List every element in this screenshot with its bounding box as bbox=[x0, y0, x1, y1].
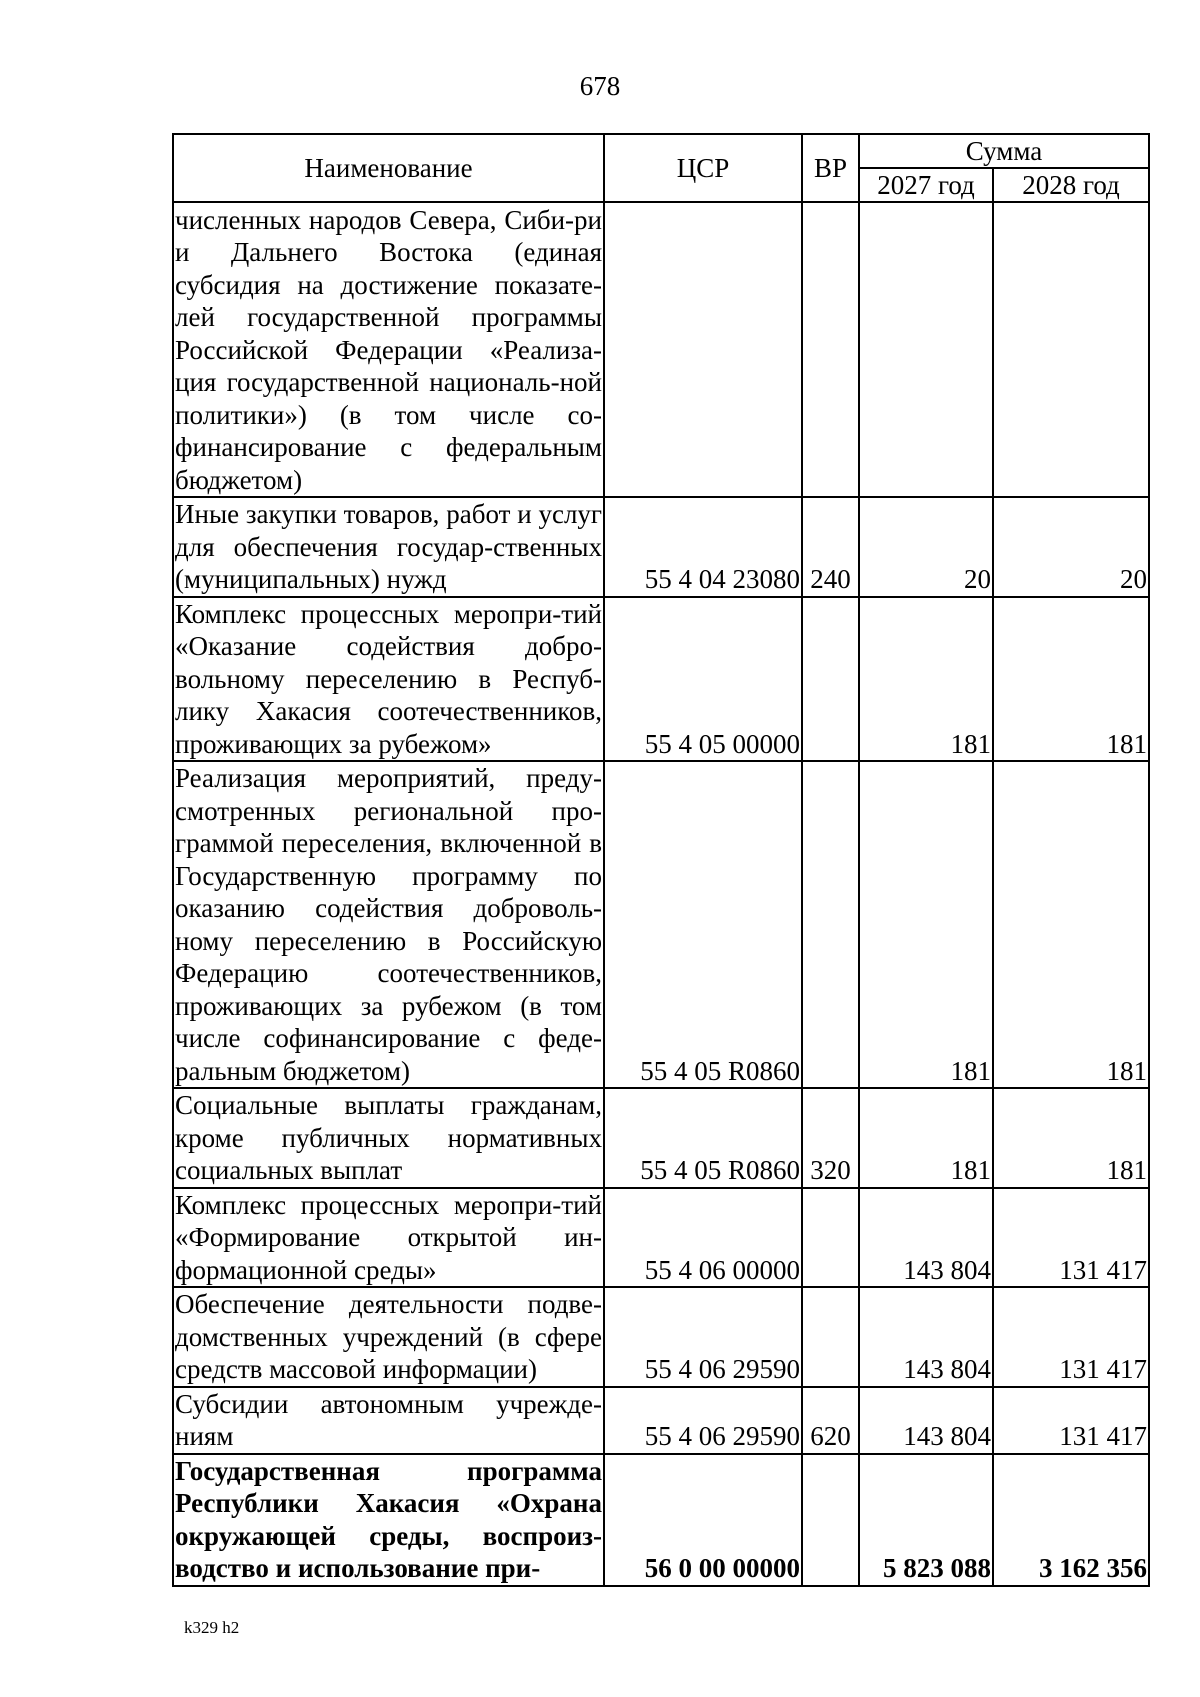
row-vr-cell bbox=[802, 1287, 859, 1387]
row-name-cell: Комплекс процессных меропри-тий «Оказание содействия добро-вольному переселению в Респуб-лику Хакасия соотечественников, проживающих за рубежом» bbox=[173, 597, 604, 762]
row-csr-cell: 55 4 06 29590 bbox=[604, 1287, 802, 1387]
table-body bbox=[173, 202, 1149, 1586]
row-csr-cell: 55 4 04 23080 bbox=[604, 497, 802, 597]
header-vr: ВР bbox=[802, 134, 859, 202]
header-sum: Сумма bbox=[859, 134, 1149, 168]
row-name-cell: Государственная программа Республики Хакасия «Охрана окружающей среды, воспроиз-водство и использование при- bbox=[173, 1454, 604, 1586]
row-csr-cell: 55 4 05 R0860 bbox=[604, 761, 802, 1088]
row-name-cell: Реализация мероприятий, преду-смотренных региональной про-граммой переселения, включенной в Государственную программу по оказанию содействия доброволь-ному переселению в Российскую Федерацию соотечественников, проживающих за рубежом (в том числе софинансирование с феде-ральным бюджетом) bbox=[173, 761, 604, 1088]
row-csr-cell bbox=[604, 202, 802, 497]
row-vr-cell bbox=[802, 1454, 859, 1586]
page-number: 678 bbox=[579, 71, 621, 101]
row-vr-cell: 620 bbox=[802, 1387, 859, 1454]
table-row bbox=[173, 1188, 1149, 1288]
row-csr-cell: 55 4 06 00000 bbox=[604, 1188, 802, 1288]
row-sum-2028-cell: 3 162 356 bbox=[993, 1454, 1149, 1586]
table-header bbox=[173, 134, 1149, 202]
row-sum-2027-cell: 143 804 bbox=[859, 1387, 993, 1454]
budget-table bbox=[172, 133, 1150, 1587]
row-vr-cell bbox=[802, 1188, 859, 1288]
document-code: k329 h2 bbox=[184, 1618, 240, 1637]
table-row bbox=[173, 497, 1149, 597]
row-vr-cell bbox=[802, 202, 859, 497]
table-row bbox=[173, 1387, 1149, 1454]
row-sum-2028-cell: 181 bbox=[993, 761, 1149, 1088]
header-year-2027: 2027 год bbox=[859, 168, 993, 202]
table-row bbox=[173, 761, 1149, 1088]
table-row bbox=[173, 202, 1149, 497]
row-name-cell: Иные закупки товаров, работ и услуг для обеспечения государ-ственных (муниципальных) нужд bbox=[173, 497, 604, 597]
row-name-cell: Обеспечение деятельности подве-домственных учреждений (в сфере средств массовой информации) bbox=[173, 1287, 604, 1387]
row-sum-2028-cell: 181 bbox=[993, 1088, 1149, 1188]
row-sum-2028-cell: 20 bbox=[993, 497, 1149, 597]
row-sum-2027-cell: 143 804 bbox=[859, 1287, 993, 1387]
row-sum-2028-cell: 131 417 bbox=[993, 1387, 1149, 1454]
table-row bbox=[173, 1088, 1149, 1188]
row-name-cell: Субсидии автономным учрежде-ниям bbox=[173, 1387, 604, 1454]
table-row bbox=[173, 1287, 1149, 1387]
table-row bbox=[173, 597, 1149, 762]
row-sum-2027-cell: 181 bbox=[859, 597, 993, 762]
row-sum-2027-cell: 143 804 bbox=[859, 1188, 993, 1288]
row-csr-cell: 55 4 05 R0860 bbox=[604, 1088, 802, 1188]
row-name-cell: Комплекс процессных меропри-тий «Формирование открытой ин-формационной среды» bbox=[173, 1188, 604, 1288]
row-sum-2027-cell: 181 bbox=[859, 1088, 993, 1188]
header-year-2028: 2028 год bbox=[993, 168, 1149, 202]
row-sum-2028-cell: 131 417 bbox=[993, 1287, 1149, 1387]
row-sum-2028-cell bbox=[993, 202, 1149, 497]
row-vr-cell bbox=[802, 761, 859, 1088]
row-sum-2027-cell bbox=[859, 202, 993, 497]
header-csr: ЦСР bbox=[604, 134, 802, 202]
row-sum-2027-cell: 181 bbox=[859, 761, 993, 1088]
row-sum-2028-cell: 181 bbox=[993, 597, 1149, 762]
row-sum-2027-cell: 20 bbox=[859, 497, 993, 597]
row-csr-cell: 56 0 00 00000 bbox=[604, 1454, 802, 1586]
row-csr-cell: 55 4 06 29590 bbox=[604, 1387, 802, 1454]
row-name-cell: численных народов Севера, Сиби-ри и Дальнего Востока (единая субсидия на достижение показате-лей государственной программы Российской Федерации «Реализа-ция государственной националь-ной политики») (в том числе со-финансирование с федеральным бюджетом) bbox=[173, 202, 604, 497]
row-sum-2028-cell: 131 417 bbox=[993, 1188, 1149, 1288]
table-row bbox=[173, 1454, 1149, 1586]
row-csr-cell: 55 4 05 00000 bbox=[604, 597, 802, 762]
row-sum-2027-cell: 5 823 088 bbox=[859, 1454, 993, 1586]
header-name: Наименование bbox=[173, 134, 604, 202]
row-vr-cell: 320 bbox=[802, 1088, 859, 1188]
row-vr-cell: 240 bbox=[802, 497, 859, 597]
row-name-cell: Социальные выплаты гражданам, кроме публичных нормативных социальных выплат bbox=[173, 1088, 604, 1188]
row-vr-cell bbox=[802, 597, 859, 762]
